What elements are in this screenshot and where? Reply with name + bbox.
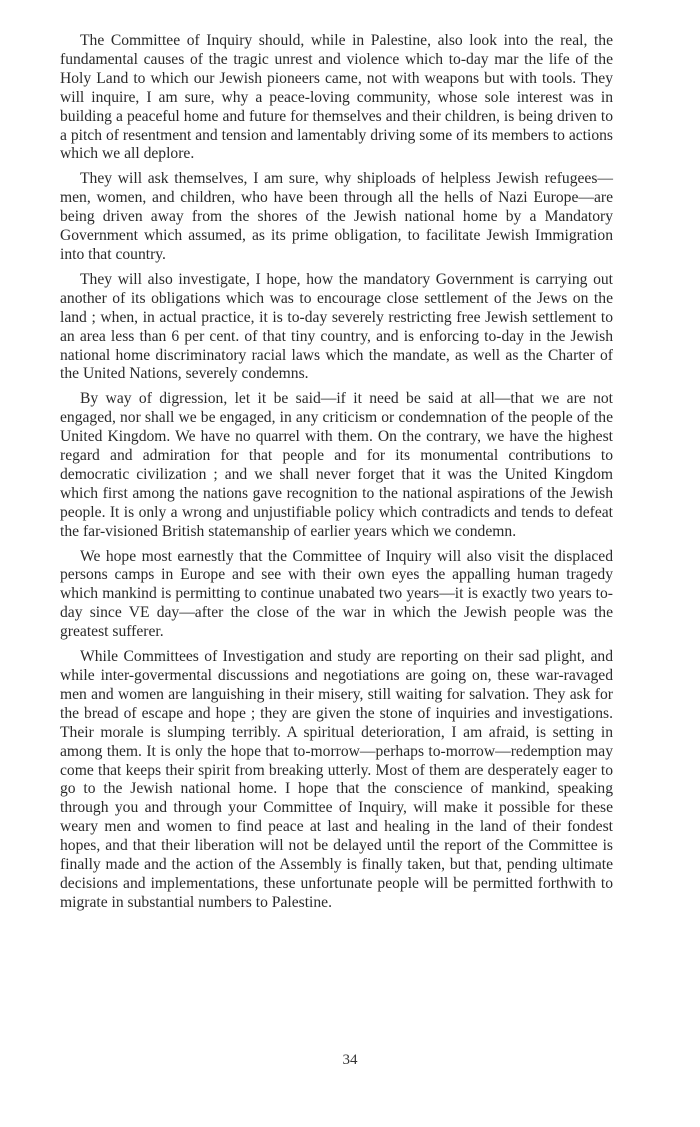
paragraph-3: They will also investigate, I hope, how the mandatory Government is carrying out another of its obligations which was to encourage close settlement of the Jews on the land ; when, in actual practice, it is to-day severely restricting free Jewish settlement to an area less than 6 per cent. of that tiny country, and is enforcing to-day in the Jewish national home discriminatory racial laws which the mandate, as well as the Charter of the United Nations, severely condemns. [60,270,613,383]
paragraph-6: While Committees of Investigation and study are reporting on their sad plight, and while inter-govermental discussions and negotiations are going on, these war-ravaged men and women are languishing in their misery, still waiting for salvation. They ask for the bread of escape and hope ; they are given the stone of inquiries and investigations. Their morale is slumping terribly. A spiritual deterioration, I am afraid, is setting in among them. It is only the hope that to-morrow—perhaps to-morrow—redemption may come that keeps their spirit from breaking utterly. Most of them are desperately eager to go to the Jewish national home. I hope that the conscience of mankind, speaking through you and through your Committee of Inquiry, will make it possible for these weary men and women to find peace at last and healing in the land of their fondest hopes, and that their liberation will not be delayed until the report of the Committee is finally made and the action of the Assembly is finally taken, but that, pending ultimate decisions and implementations, these unfortunate people will be permitted forthwith to migrate in substantial numbers to Palestine. [60,648,613,911]
paragraph-1: The Committee of Inquiry should, while in Palestine, also look into the real, the fundamental causes of the tragic unrest and violence which to-day mar the life of the Holy Land to which our Jewish pioneers came, not with weapons but with tools. They will inquire, I am sure, why a peace-loving community, whose sole interest was in building a peaceful home and future for themselves and their children, is being driven to a pitch of resentment and tension and lamentably driving some of its members to actions which we all deplore. [60,32,613,163]
page-number: 34 [342,1052,358,1068]
paragraph-4: By way of digression, let it be said—if it need be said at all—that we are not engaged, nor shall we be engaged, in any criticism or condemnation of the people of the United Kingdom. We have no quarrel with them. On the contrary, we have the highest regard and admiration for that people and for its monumental contributions to democratic civilization ; and we shall never forget that it was the United Kingdom which first among the nations gave recognition to the national aspirations of the Jewish people. It is only a wrong and unjustifiable policy which contradicts and tends to defeat the far-visioned British statemanship of earlier years which we condemn. [60,390,613,540]
paragraph-2: They will ask themselves, I am sure, why shiploads of helpless Jewish refugees—men, women, and children, who have been through all the hells of Nazi Europe—are being driven away from the shores of the Jewish national home by a Mandatory Government which assumed, as its prime obligation, to facilitate Jewish Immigration into that country. [60,170,613,263]
document-body [60,32,613,919]
paragraph-5: We hope most earnestly that the Committee of Inquiry will also visit the displaced persons camps in Europe and see with their own eyes the appalling human tragedy which mankind is permitting to continue unabated two years—it is exactly two years to-day since VE day—after the close of the war in which the Jewish people was the greatest sufferer. [60,547,613,641]
